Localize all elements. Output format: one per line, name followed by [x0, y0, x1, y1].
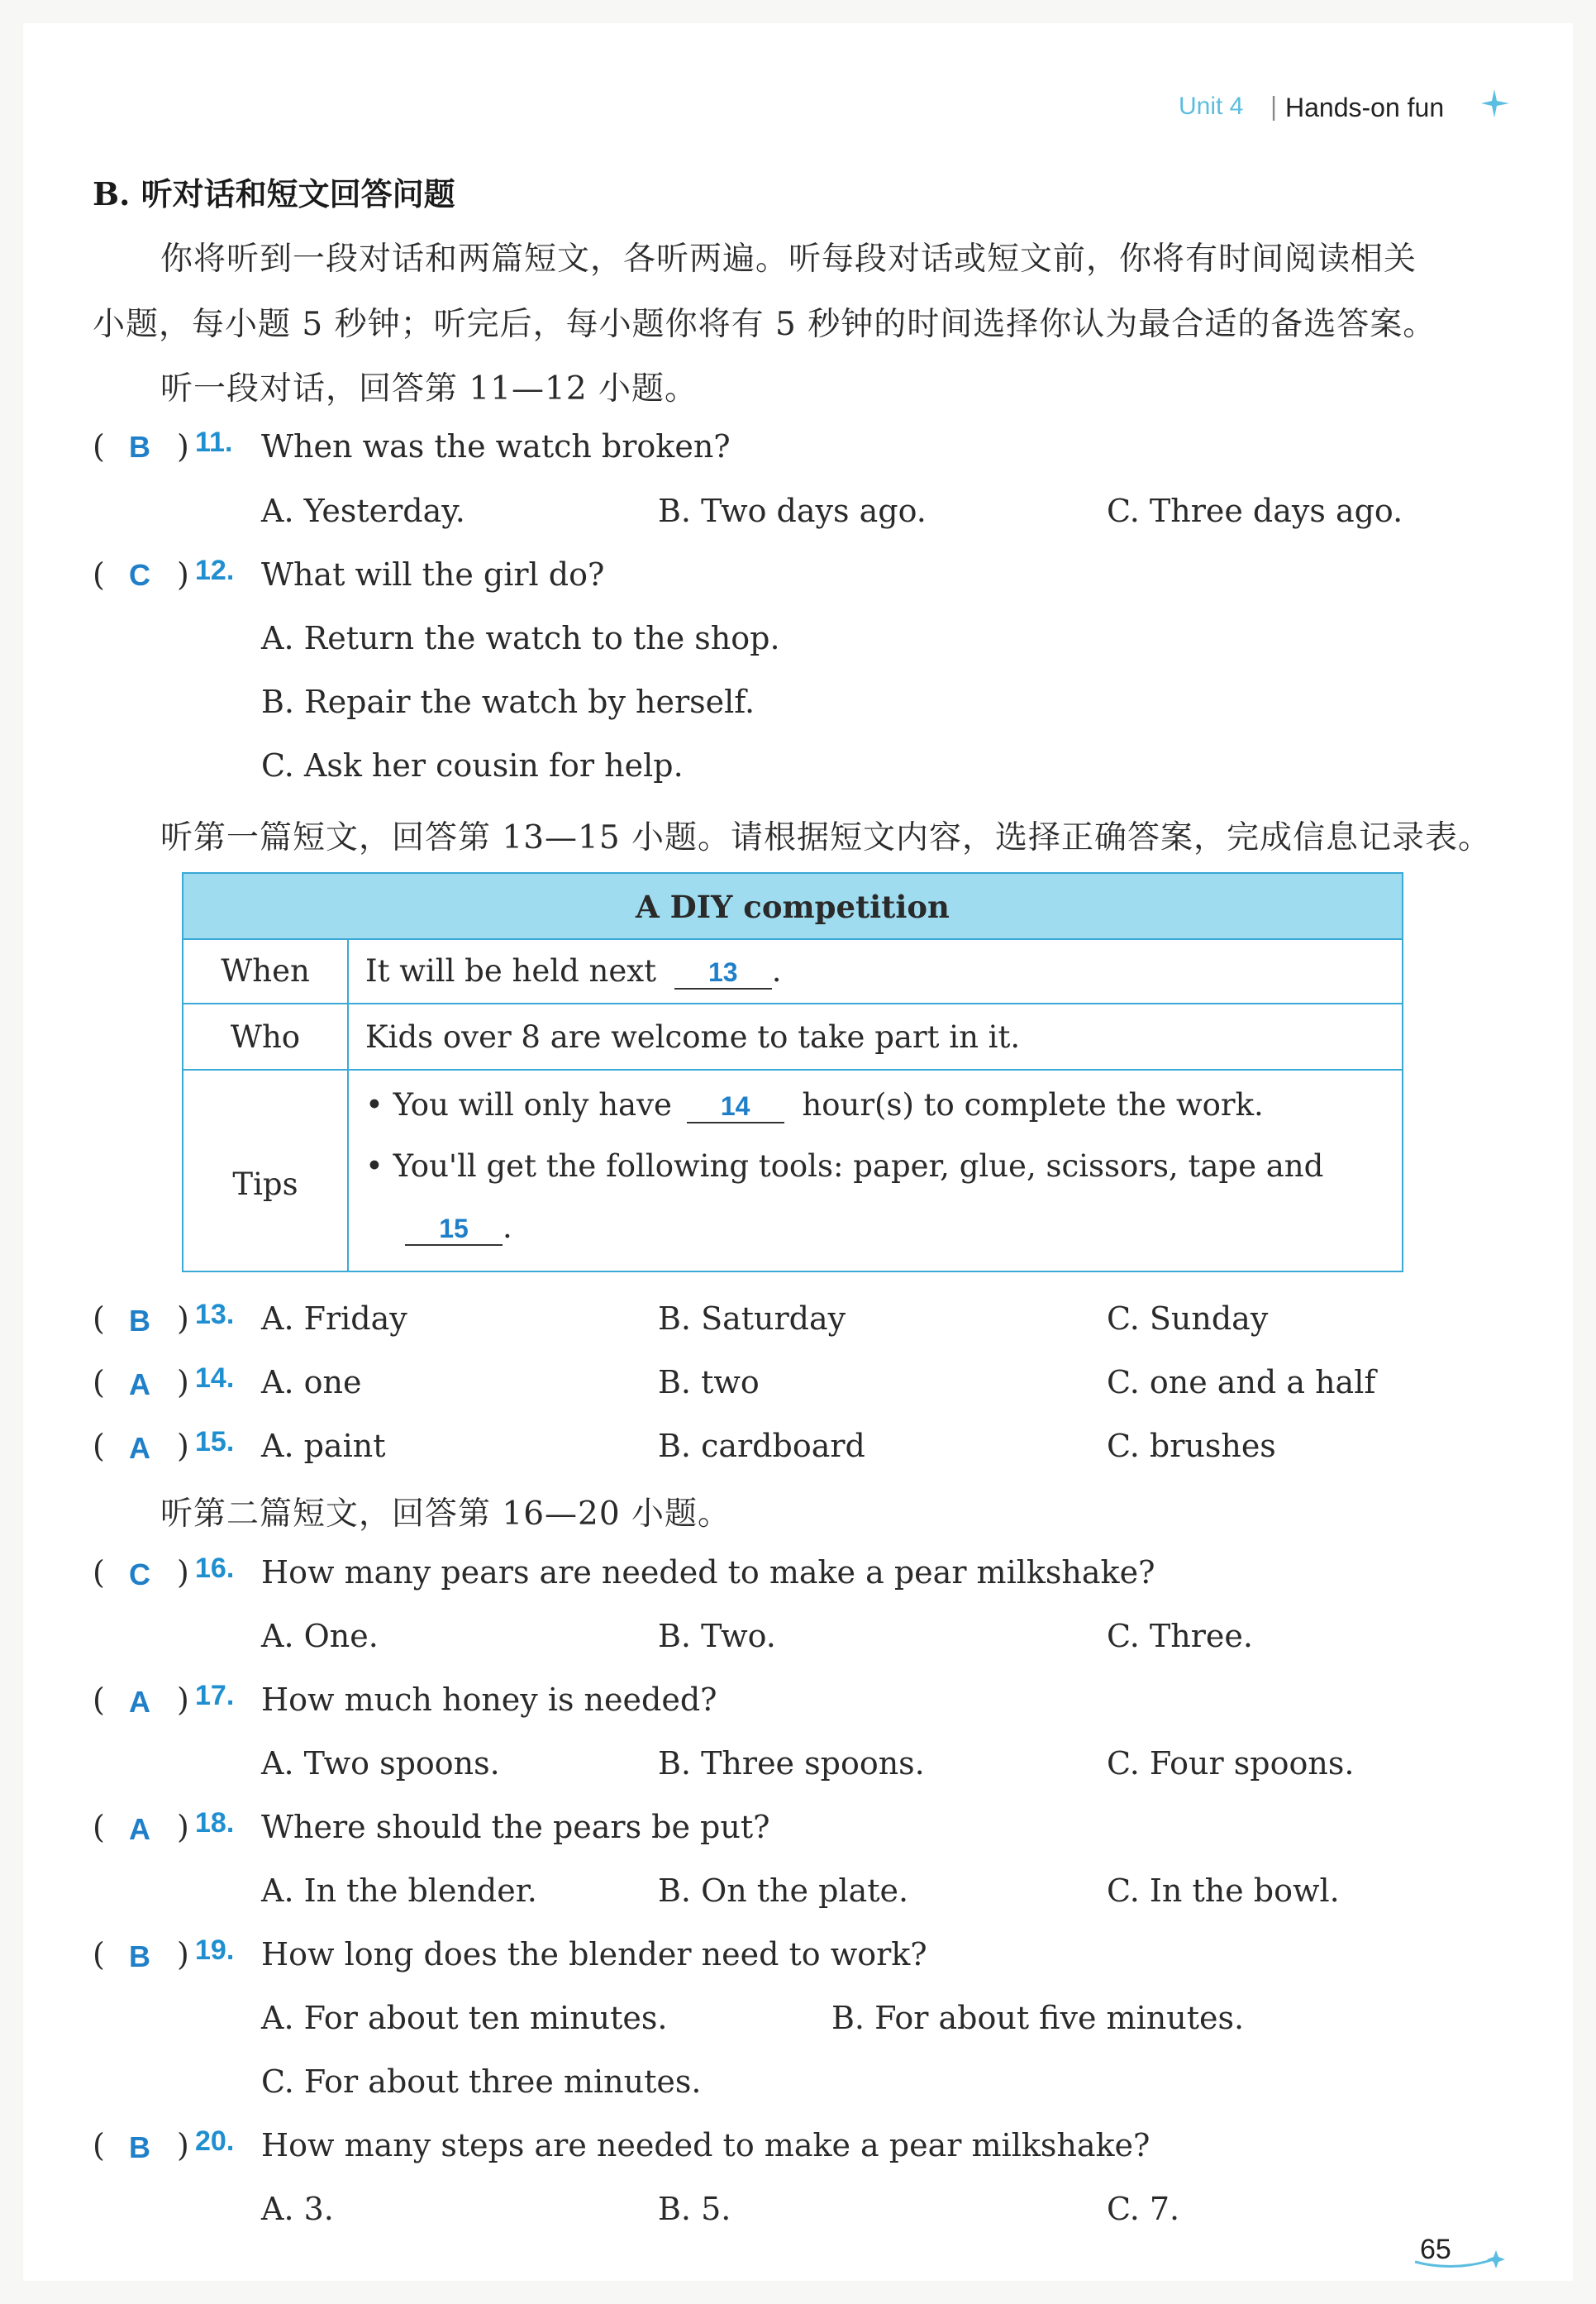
option-11-b: B. Two days ago. [658, 493, 927, 529]
answer-paren-14: ( [93, 1364, 105, 1400]
option-19-c: C. For about three minutes. [261, 2063, 702, 2100]
intro-line-1: 你将听到一段对话和两篇短文，各听两遍。听每段对话或短文前，你将有时间阅读相关 [160, 241, 1417, 278]
answer-paren-close-18: ) [177, 1809, 189, 1845]
when-cell [365, 953, 782, 990]
option-16-a: A. One. [261, 1618, 379, 1654]
blank-14: 14 [687, 1091, 784, 1123]
option-15-b: B. cardboard [658, 1428, 865, 1464]
question-number-15: 15. [195, 1426, 235, 1457]
answer-paren-12: ( [93, 556, 105, 593]
answer-paren-close-15: ) [177, 1428, 189, 1464]
sparkle-icon [1479, 88, 1513, 121]
answer-paren-19: ( [93, 1936, 105, 1972]
answer-paren-close-13: ) [177, 1300, 189, 1337]
question-text-11: When was the watch broken? [261, 428, 731, 465]
answer-11: B [129, 430, 150, 464]
who-label: Who [230, 1019, 301, 1055]
option-18-b: B. On the plate. [658, 1872, 909, 1909]
option-20-a: A. 3. [261, 2191, 334, 2227]
when-label: When [221, 953, 310, 989]
option-14-b: B. two [658, 1364, 760, 1400]
intro-line-2: 小题，每小题 5 秒钟；听完后，每小题你将有 5 秒钟的时间选择你认为最合适的备选答案。 [93, 306, 1436, 343]
when-period: . [771, 953, 782, 989]
info-record-table [182, 872, 1403, 1272]
tip-2-line-1: • You'll get the following tools: paper, glue, scissors, tape and [365, 1148, 1324, 1184]
answer-17: A [129, 1685, 150, 1719]
part2-instruction: 听第一篇短文，回答第 13—15 小题。请根据短文内容，选择正确答案，完成信息记录表。 [160, 819, 1492, 856]
option-12-c: C. Ask her cousin for help. [261, 747, 684, 784]
question-number-17: 17. [195, 1680, 235, 1711]
table-row-who [183, 1004, 1402, 1071]
answer-paren-close-11: ) [177, 428, 189, 465]
table-header [183, 874, 1402, 940]
option-15-a: A. paint [261, 1428, 386, 1464]
question-number-13: 13. [195, 1299, 235, 1330]
answer-paren-close-19: ) [177, 1936, 189, 1972]
question-number-19: 19. [195, 1934, 235, 1966]
blank-15: 15 [405, 1214, 503, 1246]
option-17-c: C. Four spoons. [1107, 1745, 1355, 1782]
question-text-12: What will the girl do? [261, 556, 605, 593]
answer-12: C [129, 558, 150, 592]
answer-paren-11: ( [93, 428, 105, 465]
header-unit: Unit 4 [1179, 93, 1244, 120]
tip1-pre: • You will only have [365, 1087, 672, 1123]
option-13-b: B. Saturday [658, 1300, 846, 1337]
option-16-b: B. Two. [658, 1618, 776, 1654]
option-15-c: C. brushes [1107, 1428, 1276, 1464]
question-text-18: Where should the pears be put? [261, 1809, 770, 1845]
answer-paren-close-20: ) [177, 2127, 189, 2163]
question-text-20: How many steps are needed to make a pear milkshake? [261, 2127, 1151, 2163]
question-text-19: How long does the blender need to work? [261, 1936, 927, 1972]
workbook-page [23, 23, 1573, 2281]
question-text-17: How much honey is needed? [261, 1681, 717, 1718]
answer-14: A [129, 1367, 150, 1401]
answer-paren-16: ( [93, 1554, 105, 1591]
option-18-c: C. In the bowl. [1107, 1872, 1340, 1909]
tip2-period: . [503, 1209, 512, 1245]
option-16-c: C. Three. [1107, 1618, 1253, 1654]
who-text: Kids over 8 are welcome to take part in it. [365, 1019, 1021, 1055]
tips-label: Tips [232, 1166, 298, 1202]
question-number-12: 12. [195, 555, 235, 586]
option-17-b: B. Three spoons. [658, 1745, 925, 1782]
header-separator: | [1270, 93, 1279, 122]
table-title: A DIY competition [636, 889, 950, 925]
answer-paren-17: ( [93, 1681, 105, 1718]
tip-2-line-2 [405, 1209, 512, 1246]
question-text-16: How many pears are needed to make a pear milkshake? [261, 1554, 1155, 1591]
answer-paren-15: ( [93, 1428, 105, 1464]
table-row-when [183, 938, 1402, 1004]
answer-16: C [129, 1557, 150, 1591]
answer-19: B [129, 1939, 150, 1973]
tip-1 [365, 1087, 1264, 1123]
answer-paren-13: ( [93, 1300, 105, 1337]
option-11-a: A. Yesterday. [261, 493, 465, 529]
option-18-a: A. In the blender. [261, 1872, 537, 1909]
question-number-20: 20. [195, 2125, 235, 2157]
when-text: It will be held next [365, 953, 656, 989]
option-19-b: B. For about five minutes. [831, 2000, 1245, 2036]
answer-paren-close-17: ) [177, 1681, 189, 1718]
option-20-b: B. 5. [658, 2191, 731, 2227]
option-13-c: C. Sunday [1107, 1300, 1269, 1337]
part3-instruction: 听第二篇短文，回答第 16—20 小题。 [160, 1495, 731, 1533]
answer-15: A [129, 1431, 150, 1465]
option-14-c: C. one and a half [1107, 1364, 1376, 1400]
question-number-14: 14. [195, 1362, 235, 1394]
option-11-c: C. Three days ago. [1107, 493, 1403, 529]
question-number-18: 18. [195, 1807, 235, 1839]
tip1-post: hour(s) to complete the work. [802, 1087, 1264, 1123]
answer-13: B [129, 1304, 150, 1338]
answer-paren-close-16: ) [177, 1554, 189, 1591]
answer-paren-20: ( [93, 2127, 105, 2163]
page-number: 65 [1420, 2234, 1451, 2265]
question-number-16: 16. [195, 1553, 235, 1584]
option-13-a: A. Friday [261, 1300, 407, 1337]
option-14-a: A. one [261, 1364, 362, 1400]
answer-paren-18: ( [93, 1809, 105, 1845]
option-20-c: C. 7. [1107, 2191, 1180, 2227]
section-title: B. 听对话和短文回答问题 [93, 175, 455, 212]
option-19-a: A. For about ten minutes. [261, 2000, 668, 2036]
option-17-a: A. Two spoons. [261, 1745, 500, 1782]
blank-13: 13 [674, 957, 772, 990]
question-number-11: 11. [195, 427, 233, 458]
answer-20: B [129, 2130, 150, 2164]
option-12-a: A. Return the watch to the shop. [261, 620, 780, 656]
answer-paren-close-12: ) [177, 556, 189, 593]
part1-instruction: 听一段对话，回答第 11—12 小题。 [160, 370, 698, 408]
answer-18: A [129, 1812, 150, 1846]
answer-paren-close-14: ) [177, 1364, 189, 1400]
header-title: Hands-on fun [1285, 93, 1445, 122]
option-12-b: B. Repair the watch by herself. [261, 684, 755, 720]
